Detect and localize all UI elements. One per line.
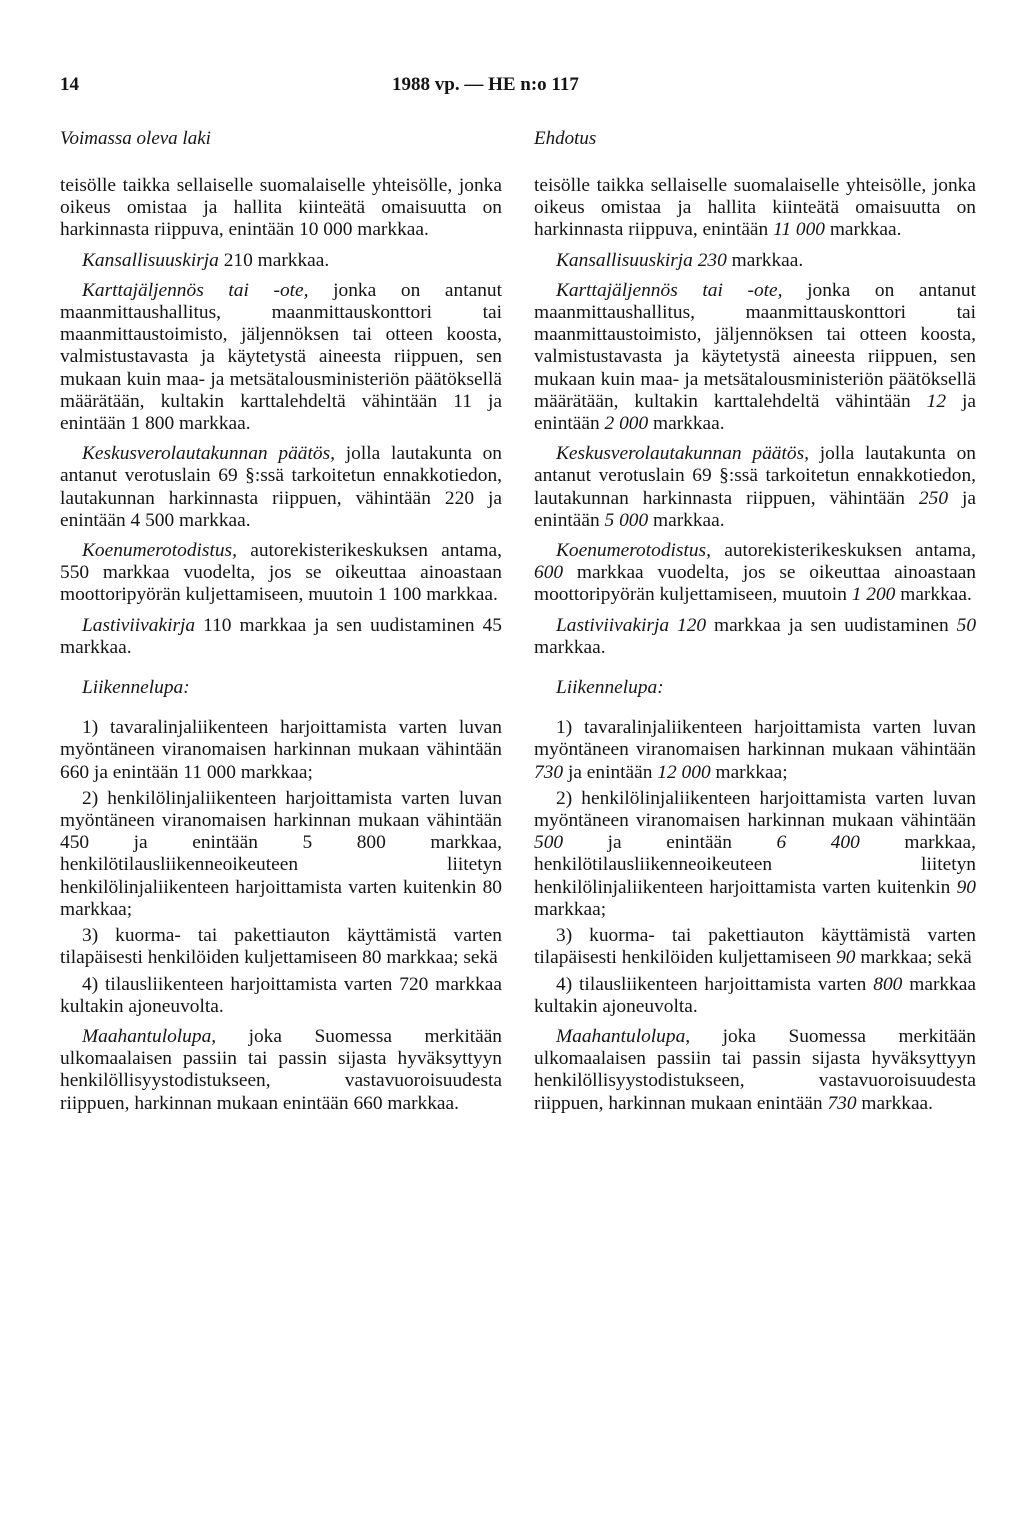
term: Koenumerotodistus, xyxy=(82,540,237,562)
text: markkaa; xyxy=(534,898,607,920)
term: Karttajäljennös tai -ote, xyxy=(556,279,783,301)
text: markkaa. xyxy=(534,636,606,658)
text: markkaa; sekä xyxy=(855,947,972,969)
paragraph-keskusverolautakunta xyxy=(534,443,976,532)
amended-value: 90 xyxy=(956,876,976,898)
text: ja enintään xyxy=(534,487,976,531)
text: jolla lautakunta on antanut verotuslain 69 §:ssä tarkoitetun ennakkotiedon, lautakunnan harkinnasta riippuen, vähintään xyxy=(534,443,976,509)
amended-value: 1 200 xyxy=(851,584,896,606)
text: markkaa ja sen uudistaminen xyxy=(706,614,957,636)
amended-value: 500 xyxy=(534,832,564,854)
list-item: 1) tavaralinjaliikenteen harjoittamista varten luvan myöntäneen viranomaisen harkinnan mukaan vähintään 660 ja enintään 11 000 markkaa; xyxy=(60,717,502,783)
amended-value: 730 xyxy=(534,761,564,783)
text: markkaa; xyxy=(710,761,788,783)
amended-value: 12 xyxy=(926,390,947,412)
text: markkaa. xyxy=(856,1092,934,1114)
list-item xyxy=(534,788,976,921)
text: 2) henkilölinjaliikenteen harjoittamista varten luvan myöntäneen viranomaisen harkinnan mukaan vähintään xyxy=(534,787,976,832)
paragraph-koenumerotodistus xyxy=(60,540,502,607)
text: jolla lautakunta on antanut verotuslain 69 §:ssä tarkoitetun ennakkotiedon, lautakunnan harkinnasta riippuen, vähintään 220 ja enintään 4 500 markkaa. xyxy=(60,443,502,531)
document-id: 1988 vp. — HE n:o 117 xyxy=(392,74,579,95)
term: Lastiviivakirja xyxy=(82,614,196,636)
text: markkaa, henkilötilausliikenneoikeuteen liitetyn henkilölinjaliikenteen harjoittamista varten kuitenkin xyxy=(534,832,976,898)
amended-value: 5 000 xyxy=(604,509,649,531)
paragraph xyxy=(534,175,976,242)
text: markkaa. xyxy=(895,584,972,606)
term: Kansallisuuskirja xyxy=(556,249,693,271)
paragraph-kansallisuuskirja xyxy=(60,250,502,272)
text: markkaa. xyxy=(824,219,902,241)
paragraph-koenumerotodistus xyxy=(534,540,976,607)
paragraph: teisölle taikka sellaiselle suomalaiselle yhteisölle, jonka oikeus omistaa ja hallita kiinteätä omaisuutta on harkinnasta riippuva, enintään 10 000 markkaa. xyxy=(60,175,502,241)
current-law-column xyxy=(60,127,502,1123)
list-item xyxy=(534,717,976,784)
term: Lastiviivakirja xyxy=(556,614,670,636)
term: Karttajäljennös tai -ote, xyxy=(82,279,309,301)
paragraph-lastiviivakirja xyxy=(534,615,976,659)
amended-value: 600 xyxy=(534,562,564,584)
page-number: 14 xyxy=(60,74,79,95)
text: 3) kuorma- tai pakettiauton käyttämistä varten tilapäisesti henkilöiden kuljettamiseen xyxy=(534,925,976,969)
amended-value: 800 xyxy=(873,973,903,995)
list-item xyxy=(534,925,976,969)
text: markkaa kultakin ajoneuvolta. xyxy=(534,973,977,1017)
term: Maahantulolupa, xyxy=(82,1025,217,1047)
amended-value: 230 xyxy=(692,249,727,271)
text: markkaa. xyxy=(648,413,725,435)
list-item: 3) kuorma- tai pakettiauton käyttämistä varten tilapäisesti henkilöiden kuljettamiseen 80 markkaa; sekä xyxy=(60,925,502,969)
text: jonka on antanut maanmittaushallitus, maanmittauskonttori tai maanmittaustoimisto, jäljennöksen tai otteen koosta, valmistustavasta ja käytetystä aineesta riippuen, sen mukaan kuin maa- ja metsätalousministeriön päätöksellä määrätään, kultakin karttalehdeltä vähintään 11 ja enintään 1 800 markkaa. xyxy=(60,279,502,435)
text: autorekisterikeskuksen antama, 550 markkaa vuodelta, jos se oikeuttaa ainoastaan moottoripyörän kuljettamiseen, muutoin 1 100 markkaa. xyxy=(60,540,502,606)
text: markkaa. xyxy=(726,249,804,271)
amended-value: 11 000 xyxy=(773,219,825,241)
list-item: 4) tilausliikenteen harjoittamista varten 720 markkaa kultakin ajoneuvolta. xyxy=(60,973,502,1017)
subheading-liikennelupa: Liikennelupa: xyxy=(556,677,664,699)
term: Keskusverolautakunnan päätös, xyxy=(82,443,335,465)
text: 1) tavaralinjaliikenteen harjoittamista varten luvan myöntäneen viranomaisen harkinnan mukaan vähintään xyxy=(534,717,976,761)
text: 110 markkaa ja sen uudistaminen 45 markkaa. xyxy=(60,614,502,658)
column-heading-current-law: Voimassa oleva laki xyxy=(60,128,211,149)
text: teisölle taikka sellaiselle suomalaiselle yhteisölle, jonka oikeus omistaa ja hallita kiinteätä omaisuutta on harkinnasta riippuva, enintään xyxy=(534,175,976,241)
amended-value: 250 xyxy=(918,487,949,509)
amended-value: 12 000 xyxy=(657,761,711,783)
amended-value: 730 xyxy=(827,1092,857,1114)
text: jonka on antanut maanmittaushallitus, maanmittauskonttori tai maanmittaustoimisto, jäljennöksen tai otteen koosta, valmistustavasta ja käytetystä aineesta riippuen, sen mukaan kuin maa- ja metsätalousministeriön päätöksellä määrätään, kultakin karttalehdeltä vähintään xyxy=(534,279,976,412)
amended-value: 50 xyxy=(956,614,977,636)
amended-value: 120 xyxy=(669,614,707,636)
amended-value: 90 xyxy=(836,947,856,969)
text: 4) tilausliikenteen harjoittamista varten xyxy=(556,973,874,995)
amended-value: 2 000 xyxy=(604,413,649,435)
page-header xyxy=(0,74,1024,100)
paragraph-kansallisuuskirja xyxy=(534,250,976,272)
column-heading-proposal: Ehdotus xyxy=(534,128,597,149)
paragraph-maahantulolupa xyxy=(60,1026,502,1115)
term: Kansallisuuskirja xyxy=(82,249,219,271)
text: joka Suomessa merkitään ulkomaalaisen passiin tai passin sijasta hyväksyttyyn henkilöllisyystodistukseen, vastavuoroisuudesta riippuen, harkinnan mukaan enintään xyxy=(534,1025,976,1114)
paragraph-maahantulolupa xyxy=(534,1026,976,1115)
text: markkaa vuodelta, jos se oikeuttaa ainoastaan moottoripyörän kuljettamiseen, muutoin xyxy=(534,562,976,606)
paragraph-karttajaljennos xyxy=(60,280,502,435)
proposal-column xyxy=(534,127,976,1123)
text: autorekisterikeskuksen antama, xyxy=(710,540,976,562)
text: markkaa. xyxy=(648,509,725,531)
paragraph-karttajaljennos xyxy=(534,280,976,435)
text: joka Suomessa merkitään ulkomaalaisen passiin tai passin sijasta hyväksyttyyn henkilöllisyystodistukseen, vastavuoroisuudesta riippuen, harkinnan mukaan enintään 660 markkaa. xyxy=(60,1025,502,1114)
text: ja enintään xyxy=(563,832,777,854)
term: Koenumerotodistus, xyxy=(556,540,711,562)
text: 210 markkaa. xyxy=(218,249,330,271)
text: ja enintään xyxy=(563,761,658,783)
subheading-liikennelupa: Liikennelupa: xyxy=(82,677,190,699)
term: Maahantulolupa, xyxy=(556,1025,691,1047)
list-item xyxy=(534,974,976,1018)
amended-value: 6 400 xyxy=(776,832,860,854)
paragraph-lastiviivakirja xyxy=(60,615,502,659)
list-item: 2) henkilölinjaliikenteen harjoittamista varten luvan myöntäneen viranomaisen harkinnan mukaan vähintään 450 ja enintään 5 800 markkaa, henkilötilausliikenneoikeuteen liitetyn henkilölinjaliikenteen harjoittamista varten kuitenkin 80 markkaa; xyxy=(60,787,502,920)
text: ja enintään xyxy=(534,390,976,435)
term: Keskusverolautakunnan päätös, xyxy=(556,443,809,465)
paragraph-keskusverolautakunta xyxy=(60,443,502,532)
